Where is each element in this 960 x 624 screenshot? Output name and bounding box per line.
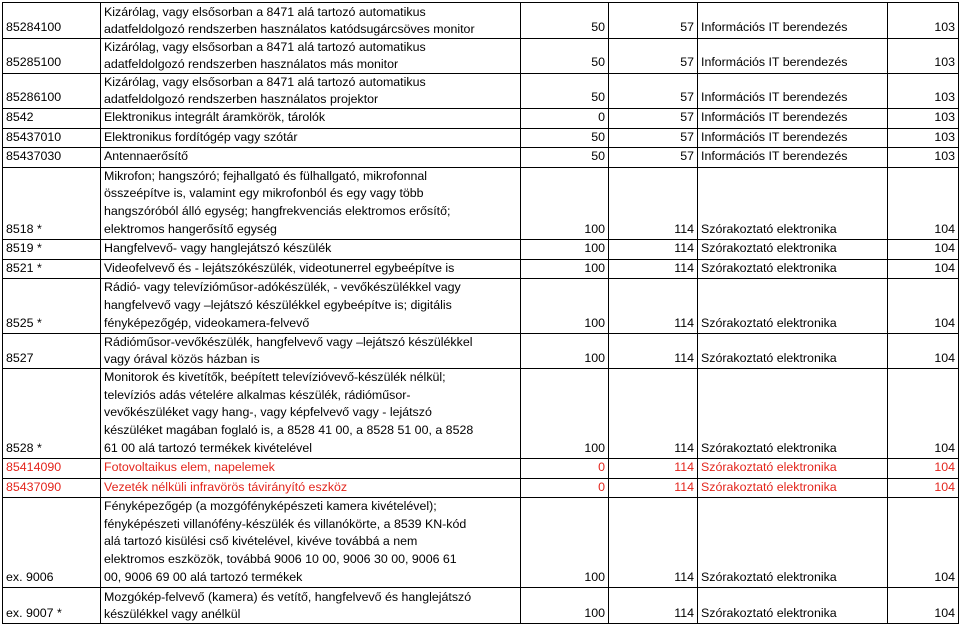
cell-code: 8542 (3, 109, 101, 129)
cell-description: Rádióműsor-vevőkészülék, hangfelvevő vagy –lejátszó készülékkel vagy órával közös házban is (101, 334, 521, 369)
table-row (3, 498, 959, 588)
cell-description: Fotovoltaikus elem, napelemek (101, 459, 521, 479)
cell-value-3: 104 (888, 167, 959, 239)
cell-code: 8527 (3, 334, 101, 369)
cell-category: Információs IT berendezés (698, 128, 888, 148)
cell-description: Elektronikus integrált áramkörök, tárolók (101, 109, 521, 129)
cell-category: Szórakoztató elektronika (698, 369, 888, 459)
cell-value-2: 114 (609, 167, 698, 239)
cell-value-2: 114 (609, 478, 698, 498)
cell-value-1: 50 (521, 128, 609, 148)
table-row (3, 259, 959, 279)
cell-description: Mozgókép-felvevő (kamera) és vetítő, hangfelvevő és hanglejátszó készülékkel vagy anélkül (101, 588, 521, 624)
cell-value-3: 104 (888, 588, 959, 624)
cell-category: Információs IT berendezés (698, 3, 888, 39)
cell-value-3: 103 (888, 109, 959, 129)
cell-description: Vezeték nélküli infravörös távirányító eszköz (101, 478, 521, 498)
table-row (3, 167, 959, 239)
cell-value-2: 57 (609, 3, 698, 39)
cell-value-1: 100 (521, 498, 609, 588)
cell-value-2: 114 (609, 459, 698, 479)
cell-value-3: 104 (888, 259, 959, 279)
cell-value-2: 114 (609, 369, 698, 459)
cell-value-1: 50 (521, 3, 609, 39)
cell-category: Szórakoztató elektronika (698, 498, 888, 588)
cell-value-3: 104 (888, 369, 959, 459)
cell-value-1: 0 (521, 109, 609, 129)
cell-value-3: 103 (888, 39, 959, 74)
cell-description: Monitorok és kivetítők, beépített televízióvevő-készülék nélkül; televíziós adás vételére alkalmas készülék, rádióműsor- vevőkészüléket vagy hang-, vagy képfelvevő vagy - lejátszó készüléket magában foglaló is, a 8528 41 00, a 8528 51 00, a 8528 61 00 alá tartozó termékek kivételével (101, 369, 521, 459)
table-row (3, 588, 959, 624)
cell-value-2: 57 (609, 148, 698, 168)
table-row (3, 334, 959, 369)
cell-value-1: 100 (521, 240, 609, 260)
cell-description: Kizárólag, vagy elsősorban a 8471 alá tartozó automatikus adatfeldolgozó rendszerben használatos más monitor (101, 39, 521, 74)
table-row (3, 3, 959, 39)
cell-category: Információs IT berendezés (698, 39, 888, 74)
cell-description: Fényképezőgép (a mozgófényképészeti kamera kivételével); fényképészeti villanófény-készülék és villanókörte, a 8539 KN-kód alá tartozó kisülési cső kivételével, kivéve továbbá a nem elektromos eszközök, továbbá 9006 10 00, 9006 30 00, 9006 61 00, 9006 69 00 alá tartozó termékek (101, 498, 521, 588)
cell-code: 85437010 (3, 128, 101, 148)
cell-code: ex. 9007 * (3, 588, 101, 624)
cell-value-2: 114 (609, 240, 698, 260)
cell-category: Szórakoztató elektronika (698, 279, 888, 334)
cell-value-3: 103 (888, 128, 959, 148)
cell-code: 8519 * (3, 240, 101, 260)
cell-value-2: 114 (609, 279, 698, 334)
cell-value-1: 100 (521, 334, 609, 369)
cell-value-2: 57 (609, 74, 698, 109)
cell-category: Információs IT berendezés (698, 148, 888, 168)
cell-value-1: 50 (521, 39, 609, 74)
table-row (3, 478, 959, 498)
cell-code: 8525 * (3, 279, 101, 334)
cell-category: Szórakoztató elektronika (698, 240, 888, 260)
cell-code: 85437090 (3, 478, 101, 498)
cell-category: Szórakoztató elektronika (698, 478, 888, 498)
cell-code: 8521 * (3, 259, 101, 279)
cell-value-3: 104 (888, 478, 959, 498)
cell-category: Szórakoztató elektronika (698, 259, 888, 279)
cell-code: 85285100 (3, 39, 101, 74)
cell-value-2: 114 (609, 588, 698, 624)
cell-value-3: 103 (888, 3, 959, 39)
cell-category: Szórakoztató elektronika (698, 459, 888, 479)
cell-value-1: 100 (521, 259, 609, 279)
table-body (3, 3, 959, 624)
cell-value-3: 104 (888, 498, 959, 588)
cell-value-3: 104 (888, 334, 959, 369)
cell-value-2: 57 (609, 109, 698, 129)
cell-value-2: 57 (609, 128, 698, 148)
cell-value-2: 114 (609, 498, 698, 588)
cell-category: Szórakoztató elektronika (698, 588, 888, 624)
table-row (3, 74, 959, 109)
cell-value-2: 114 (609, 334, 698, 369)
cell-value-1: 100 (521, 588, 609, 624)
table-row (3, 109, 959, 129)
cell-category: Szórakoztató elektronika (698, 167, 888, 239)
cell-code: 85286100 (3, 74, 101, 109)
cell-value-1: 50 (521, 148, 609, 168)
table-row (3, 148, 959, 168)
cell-value-3: 104 (888, 240, 959, 260)
cell-code: ex. 9006 (3, 498, 101, 588)
table-row (3, 39, 959, 74)
cell-description: Kizárólag, vagy elsősorban a 8471 alá tartozó automatikus adatfeldolgozó rendszerben használatos katódsugárcsöves monitor (101, 3, 521, 39)
cell-category: Szórakoztató elektronika (698, 334, 888, 369)
cell-description: Elektronikus fordítógép vagy szótár (101, 128, 521, 148)
cell-description: Rádió- vagy televízióműsor-adókészülék, - vevőkészülékkel vagy hangfelvevő vagy –lejátszó készülékkel egybeépítve is; digitális fényképezőgép, videokamera-felvevő (101, 279, 521, 334)
cell-description: Hangfelvevő- vagy hanglejátszó készülék (101, 240, 521, 260)
cell-description: Videofelvevő és - lejátszókészülék, videotunerrel egybeépítve is (101, 259, 521, 279)
cell-value-1: 100 (521, 167, 609, 239)
cell-code: 8518 * (3, 167, 101, 239)
cell-value-3: 104 (888, 279, 959, 334)
table-row (3, 369, 959, 459)
table-row (3, 459, 959, 479)
table-row (3, 279, 959, 334)
cell-value-1: 100 (521, 279, 609, 334)
table-row (3, 128, 959, 148)
cell-value-1: 50 (521, 74, 609, 109)
product-table (2, 2, 959, 624)
cell-description: Kizárólag, vagy elsősorban a 8471 alá tartozó automatikus adatfeldolgozó rendszerben használatos projektor (101, 74, 521, 109)
cell-description: Antennaerősítő (101, 148, 521, 168)
cell-description: Mikrofon; hangszóró; fejhallgató és fülhallgató, mikrofonnal összeépítve is, valamint egy mikrofonból és egy vagy több hangszóróból álló egység; hangfrekvenciás elektromos erősítő; elektromos hangerősítő egység (101, 167, 521, 239)
cell-category: Információs IT berendezés (698, 74, 888, 109)
cell-value-2: 114 (609, 259, 698, 279)
cell-value-1: 0 (521, 478, 609, 498)
cell-code: 85414090 (3, 459, 101, 479)
cell-value-3: 104 (888, 459, 959, 479)
cell-value-3: 103 (888, 148, 959, 168)
cell-category: Információs IT berendezés (698, 109, 888, 129)
cell-value-3: 103 (888, 74, 959, 109)
cell-code: 8528 * (3, 369, 101, 459)
table-row (3, 240, 959, 260)
cell-code: 85437030 (3, 148, 101, 168)
cell-value-1: 100 (521, 369, 609, 459)
cell-value-2: 57 (609, 39, 698, 74)
cell-value-1: 0 (521, 459, 609, 479)
cell-code: 85284100 (3, 3, 101, 39)
